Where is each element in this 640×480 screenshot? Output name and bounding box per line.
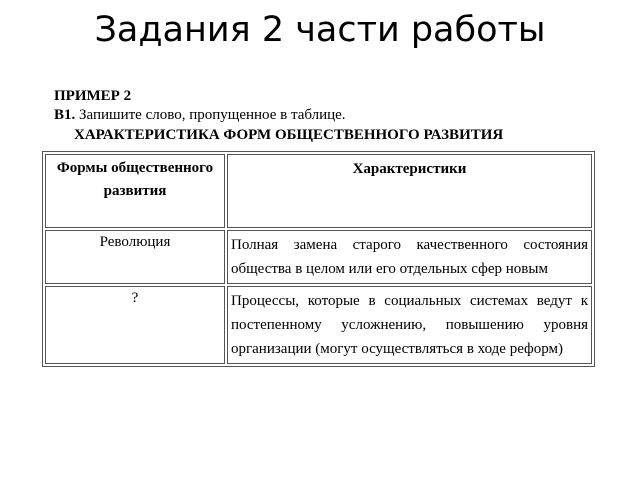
task-text: Запишите слово, пропущенное в таблице. <box>79 107 346 123</box>
row-characteristic-missing: Процессы, которые в социальных системах ведут к постепенному усложнению, повышению уровня организации (могут осуществляться в ходе реформ) <box>227 286 592 364</box>
table-row <box>45 286 592 364</box>
slide-title: Задания 2 части работы <box>94 10 546 50</box>
row-form-missing: ? <box>45 286 225 364</box>
forms-table <box>42 151 595 367</box>
table-row <box>45 230 592 284</box>
task-instruction <box>54 106 346 124</box>
row-characteristic-revolution: Полная замена старого качественного состояния общества в целом или его отдельных сфер новым <box>227 230 592 284</box>
table-header-row <box>45 154 592 228</box>
task-number: В1. <box>54 107 76 123</box>
table-caption: ХАРАКТЕРИСТИКА ФОРМ ОБЩЕСТВЕННОГО РАЗВИТИЯ <box>74 127 504 143</box>
header-forms: Формы общественного развития <box>45 154 225 228</box>
header-characteristics: Характеристики <box>227 154 592 228</box>
example-label: ПРИМЕР 2 <box>54 88 132 104</box>
row-form-revolution: Революция <box>45 230 225 284</box>
